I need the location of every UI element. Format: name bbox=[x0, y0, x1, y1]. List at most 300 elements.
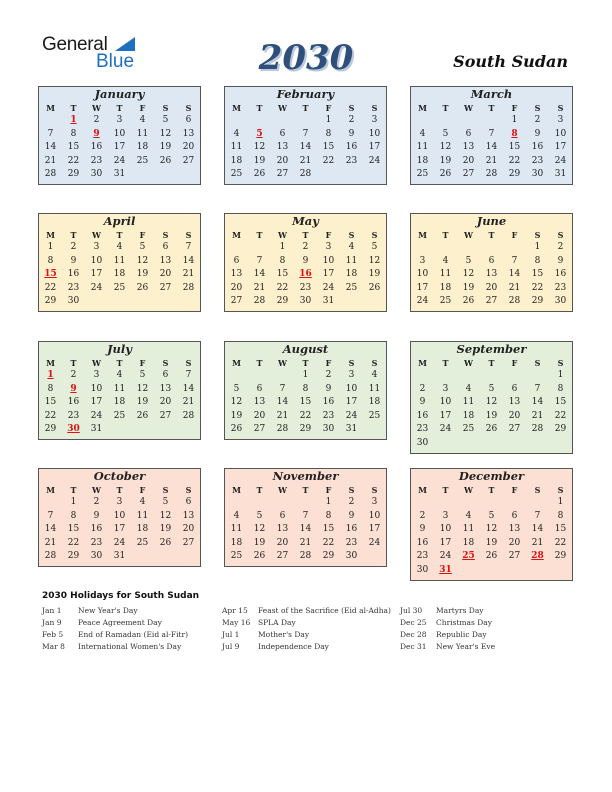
day-cell: 19 bbox=[159, 524, 172, 535]
weekday-label: S bbox=[534, 485, 541, 495]
day-cell: 15 bbox=[322, 142, 335, 153]
weekday-label: W bbox=[92, 485, 101, 495]
day-cell: 12 bbox=[485, 397, 498, 408]
holiday-date: Jan 1 bbox=[42, 606, 62, 615]
weekday-header bbox=[39, 484, 200, 496]
holiday-date: Jul 1 bbox=[222, 630, 240, 639]
day-cell: 30 bbox=[531, 169, 544, 180]
day-cell: 13 bbox=[462, 142, 475, 153]
month-name: July bbox=[107, 342, 132, 356]
weekday-label: W bbox=[278, 358, 287, 368]
day-cell: 27 bbox=[276, 551, 289, 562]
weekday-label: F bbox=[139, 230, 146, 240]
day-cell: 1 bbox=[325, 497, 332, 507]
day-cell: 4 bbox=[139, 115, 146, 125]
year-title: 2030 bbox=[258, 38, 354, 78]
day-cell: 10 bbox=[345, 383, 358, 394]
day-cell: 3 bbox=[348, 370, 355, 380]
day-cell: 11 bbox=[345, 255, 358, 266]
weekday-label: F bbox=[325, 230, 332, 240]
day-cell: 24 bbox=[90, 282, 103, 293]
day-cell: 10 bbox=[113, 510, 126, 521]
day-cell: 18 bbox=[416, 155, 429, 166]
day-cell: 19 bbox=[253, 155, 266, 166]
empty-cell bbox=[411, 369, 434, 383]
empty-cell bbox=[480, 241, 503, 255]
day-cell: 4 bbox=[419, 128, 426, 139]
day-cell: 6 bbox=[511, 510, 518, 521]
day-cell: 4 bbox=[139, 497, 146, 507]
day-cell: 25 bbox=[113, 282, 126, 293]
weekday-label: T bbox=[442, 485, 449, 495]
day-cell: 19 bbox=[368, 269, 381, 280]
day-cell: 17 bbox=[368, 524, 381, 535]
weekday-label: S bbox=[185, 358, 192, 368]
day-cell: 6 bbox=[185, 497, 192, 507]
day-cell: 25 bbox=[416, 169, 429, 180]
month-april bbox=[38, 213, 201, 312]
day-cell: 27 bbox=[485, 296, 498, 307]
day-cell: 9 bbox=[419, 397, 426, 408]
empty-cell bbox=[271, 369, 294, 383]
weekday-label: F bbox=[139, 485, 146, 495]
day-cell: 10 bbox=[113, 128, 126, 139]
day-cell: 15 bbox=[276, 269, 289, 280]
empty-cell bbox=[411, 114, 434, 128]
day-cell: 7 bbox=[534, 383, 541, 394]
day-cell: 23 bbox=[531, 155, 544, 166]
day-cell: 30 bbox=[345, 551, 358, 562]
day-cell: 4 bbox=[465, 383, 472, 394]
holiday-row bbox=[222, 641, 391, 653]
day-cell: 3 bbox=[116, 497, 123, 507]
empty-cell bbox=[411, 496, 434, 510]
day-cell: 20 bbox=[276, 537, 289, 548]
weekday-label: F bbox=[325, 358, 332, 368]
day-cell: 20 bbox=[253, 410, 266, 421]
day-cell: 4 bbox=[465, 510, 472, 521]
weekday-label: S bbox=[557, 358, 564, 368]
holiday-column bbox=[222, 605, 391, 653]
holiday-name: End of Ramadan (Eid al-Fitr) bbox=[78, 630, 189, 639]
holiday-name: Independence Day bbox=[258, 642, 329, 651]
weekday-header bbox=[39, 357, 200, 369]
day-cell: 24 bbox=[345, 410, 358, 421]
day-cell: 9 bbox=[348, 128, 355, 139]
day-cell: 27 bbox=[182, 155, 195, 166]
day-cell: 3 bbox=[116, 115, 123, 125]
holiday-date: Mar 8 bbox=[42, 642, 65, 651]
day-cell: 1 bbox=[557, 497, 564, 507]
month-september bbox=[410, 341, 573, 454]
holiday-day: 9 bbox=[70, 383, 77, 394]
day-cell: 16 bbox=[345, 142, 358, 153]
weekday-label: T bbox=[70, 358, 77, 368]
empty-cell bbox=[480, 369, 503, 383]
day-cell: 6 bbox=[488, 255, 495, 266]
day-cell: 5 bbox=[371, 242, 378, 252]
day-cell: 20 bbox=[159, 397, 172, 408]
day-cell: 2 bbox=[325, 370, 332, 380]
holiday-day: 1 bbox=[70, 115, 77, 125]
day-cell: 7 bbox=[511, 255, 518, 266]
day-cell: 18 bbox=[368, 397, 381, 408]
day-cell: 10 bbox=[554, 128, 567, 139]
day-cell: 13 bbox=[276, 142, 289, 153]
day-cell: 24 bbox=[439, 551, 452, 562]
empty-cell bbox=[480, 496, 503, 510]
day-cell: 7 bbox=[256, 255, 263, 266]
weekday-label: T bbox=[302, 358, 309, 368]
day-cell: 15 bbox=[299, 397, 312, 408]
day-cell: 30 bbox=[416, 564, 429, 575]
day-cell: 8 bbox=[557, 383, 564, 394]
day-cell: 20 bbox=[182, 142, 195, 153]
day-cell: 18 bbox=[462, 410, 475, 421]
day-cell: 14 bbox=[485, 142, 498, 153]
day-cell: 23 bbox=[554, 282, 567, 293]
day-cell: 13 bbox=[485, 269, 498, 280]
day-cell: 30 bbox=[416, 437, 429, 448]
day-cell: 6 bbox=[511, 383, 518, 394]
day-cell: 26 bbox=[368, 282, 381, 293]
day-cell: 23 bbox=[416, 551, 429, 562]
weekday-label: T bbox=[116, 358, 123, 368]
holiday-date: Jan 9 bbox=[42, 618, 62, 627]
day-cell: 14 bbox=[299, 524, 312, 535]
day-grid bbox=[411, 496, 572, 578]
day-cell: 29 bbox=[299, 424, 312, 435]
weekday-header bbox=[225, 484, 386, 496]
day-cell: 16 bbox=[531, 142, 544, 153]
month-name: June bbox=[476, 214, 507, 228]
empty-cell bbox=[434, 496, 457, 510]
day-cell: 15 bbox=[531, 269, 544, 280]
day-cell: 25 bbox=[113, 410, 126, 421]
weekday-label: T bbox=[302, 230, 309, 240]
empty-cell bbox=[294, 114, 317, 128]
weekday-label: T bbox=[442, 230, 449, 240]
day-cell: 2 bbox=[70, 242, 77, 252]
empty-cell bbox=[225, 114, 248, 128]
day-cell: 10 bbox=[322, 255, 335, 266]
day-cell: 11 bbox=[113, 383, 126, 394]
day-grid bbox=[39, 496, 200, 564]
day-cell: 14 bbox=[531, 397, 544, 408]
weekday-label: S bbox=[534, 230, 541, 240]
holiday-name: New Year's Eve bbox=[436, 642, 496, 651]
month-february bbox=[224, 86, 387, 185]
logo-word-general: General bbox=[42, 34, 108, 55]
day-cell: 8 bbox=[557, 510, 564, 521]
day-cell: 2 bbox=[348, 115, 355, 125]
day-cell: 29 bbox=[554, 424, 567, 435]
holiday-day: 25 bbox=[462, 551, 475, 562]
day-cell: 4 bbox=[442, 255, 449, 266]
holiday-name: Peace Agreement Day bbox=[78, 618, 162, 627]
day-cell: 29 bbox=[276, 296, 289, 307]
day-cell: 7 bbox=[302, 510, 309, 521]
day-cell: 2 bbox=[93, 115, 100, 125]
holiday-name: International Women's Day bbox=[78, 642, 182, 651]
day-cell: 17 bbox=[90, 269, 103, 280]
day-cell: 28 bbox=[253, 296, 266, 307]
empty-cell bbox=[434, 114, 457, 128]
holiday-day: 28 bbox=[531, 551, 544, 562]
day-cell: 29 bbox=[531, 296, 544, 307]
day-cell: 20 bbox=[485, 282, 498, 293]
day-cell: 21 bbox=[299, 155, 312, 166]
day-cell: 17 bbox=[90, 397, 103, 408]
day-cell: 10 bbox=[368, 510, 381, 521]
weekday-label: T bbox=[488, 230, 495, 240]
day-cell: 8 bbox=[47, 255, 54, 266]
day-cell: 1 bbox=[557, 370, 564, 380]
weekday-label: T bbox=[256, 485, 263, 495]
holiday-date: Dec 31 bbox=[400, 642, 427, 651]
day-cell: 6 bbox=[185, 115, 192, 125]
day-cell: 3 bbox=[371, 497, 378, 507]
day-cell: 27 bbox=[159, 282, 172, 293]
weekday-label: T bbox=[302, 485, 309, 495]
weekday-label: F bbox=[325, 485, 332, 495]
day-cell: 15 bbox=[67, 524, 80, 535]
empty-cell bbox=[457, 241, 480, 255]
day-cell: 7 bbox=[47, 510, 54, 521]
day-cell: 5 bbox=[139, 242, 146, 252]
day-cell: 18 bbox=[462, 537, 475, 548]
day-cell: 4 bbox=[116, 242, 123, 252]
day-cell: 13 bbox=[159, 383, 172, 394]
empty-cell bbox=[39, 114, 62, 128]
weekday-label: S bbox=[371, 103, 378, 113]
day-cell: 28 bbox=[276, 424, 289, 435]
month-may bbox=[224, 213, 387, 312]
day-cell: 3 bbox=[93, 370, 100, 380]
day-cell: 29 bbox=[67, 551, 80, 562]
weekday-label: S bbox=[348, 103, 355, 113]
weekday-label: S bbox=[348, 358, 355, 368]
day-cell: 22 bbox=[322, 155, 335, 166]
day-cell: 13 bbox=[230, 269, 243, 280]
weekday-label: M bbox=[46, 485, 55, 495]
day-cell: 11 bbox=[462, 397, 475, 408]
day-cell: 12 bbox=[368, 255, 381, 266]
day-cell: 6 bbox=[162, 370, 169, 380]
weekday-label: W bbox=[464, 103, 473, 113]
day-cell: 15 bbox=[554, 524, 567, 535]
day-cell: 26 bbox=[439, 169, 452, 180]
weekday-label: M bbox=[418, 485, 427, 495]
month-name: August bbox=[282, 342, 329, 356]
day-cell: 23 bbox=[322, 410, 335, 421]
day-cell: 4 bbox=[116, 370, 123, 380]
weekday-label: W bbox=[278, 485, 287, 495]
empty-cell bbox=[503, 496, 526, 510]
day-cell: 25 bbox=[439, 296, 452, 307]
weekday-label: W bbox=[92, 358, 101, 368]
empty-cell bbox=[225, 241, 248, 255]
holiday-column bbox=[400, 605, 495, 653]
weekday-label: T bbox=[256, 230, 263, 240]
day-cell: 29 bbox=[322, 551, 335, 562]
day-cell: 31 bbox=[554, 169, 567, 180]
day-cell: 16 bbox=[416, 537, 429, 548]
day-cell: 12 bbox=[159, 128, 172, 139]
weekday-label: T bbox=[302, 103, 309, 113]
day-cell: 21 bbox=[44, 155, 57, 166]
weekday-label: T bbox=[256, 358, 263, 368]
day-cell: 17 bbox=[113, 142, 126, 153]
day-cell: 10 bbox=[439, 397, 452, 408]
day-cell: 23 bbox=[345, 537, 358, 548]
day-cell: 21 bbox=[531, 537, 544, 548]
day-cell: 2 bbox=[557, 242, 564, 252]
day-cell: 17 bbox=[439, 410, 452, 421]
day-cell: 20 bbox=[276, 155, 289, 166]
day-cell: 2 bbox=[419, 510, 426, 521]
weekday-label: M bbox=[46, 103, 55, 113]
day-cell: 5 bbox=[442, 128, 449, 139]
day-cell: 9 bbox=[70, 255, 77, 266]
day-cell: 12 bbox=[439, 142, 452, 153]
day-cell: 24 bbox=[90, 410, 103, 421]
day-cell: 30 bbox=[67, 296, 80, 307]
day-cell: 6 bbox=[256, 383, 263, 394]
day-cell: 4 bbox=[371, 370, 378, 380]
weekday-label: F bbox=[511, 485, 518, 495]
empty-cell bbox=[480, 114, 503, 128]
holiday-row bbox=[42, 641, 188, 653]
day-cell: 4 bbox=[348, 242, 355, 252]
holiday-name: Christmas Day bbox=[436, 618, 492, 627]
day-cell: 13 bbox=[253, 397, 266, 408]
weekday-label: M bbox=[418, 358, 427, 368]
day-grid bbox=[411, 114, 572, 182]
weekday-header bbox=[411, 357, 572, 369]
day-cell: 26 bbox=[136, 410, 149, 421]
day-cell: 24 bbox=[113, 537, 126, 548]
day-cell: 30 bbox=[554, 296, 567, 307]
empty-cell bbox=[526, 496, 549, 510]
empty-cell bbox=[225, 369, 248, 383]
month-name: January bbox=[94, 87, 145, 101]
day-cell: 9 bbox=[325, 383, 332, 394]
day-cell: 13 bbox=[159, 255, 172, 266]
weekday-label: S bbox=[185, 485, 192, 495]
day-cell: 6 bbox=[279, 128, 286, 139]
day-cell: 11 bbox=[230, 524, 243, 535]
day-cell: 22 bbox=[276, 282, 289, 293]
day-cell: 7 bbox=[185, 370, 192, 380]
empty-cell bbox=[248, 114, 271, 128]
day-cell: 1 bbox=[534, 242, 541, 252]
weekday-label: S bbox=[185, 230, 192, 240]
day-cell: 29 bbox=[44, 296, 57, 307]
day-cell: 22 bbox=[322, 537, 335, 548]
day-cell: 4 bbox=[233, 510, 240, 521]
day-cell: 2 bbox=[348, 497, 355, 507]
weekday-label: W bbox=[92, 103, 101, 113]
day-cell: 18 bbox=[113, 397, 126, 408]
day-cell: 27 bbox=[253, 424, 266, 435]
weekday-label: F bbox=[511, 230, 518, 240]
empty-cell bbox=[271, 496, 294, 510]
day-cell: 2 bbox=[70, 370, 77, 380]
day-cell: 31 bbox=[113, 169, 126, 180]
holiday-day: 1 bbox=[47, 370, 54, 380]
day-cell: 14 bbox=[253, 269, 266, 280]
day-cell: 21 bbox=[508, 282, 521, 293]
empty-cell bbox=[248, 241, 271, 255]
weekday-label: S bbox=[557, 103, 564, 113]
day-cell: 21 bbox=[299, 537, 312, 548]
day-cell: 18 bbox=[136, 142, 149, 153]
day-cell: 26 bbox=[136, 282, 149, 293]
month-october bbox=[38, 468, 201, 567]
month-name: December bbox=[458, 469, 525, 483]
day-cell: 28 bbox=[508, 296, 521, 307]
day-cell: 26 bbox=[485, 551, 498, 562]
day-cell: 16 bbox=[90, 142, 103, 153]
day-cell: 8 bbox=[70, 128, 77, 139]
weekday-label: T bbox=[70, 485, 77, 495]
day-cell: 6 bbox=[162, 242, 169, 252]
day-cell: 8 bbox=[302, 383, 309, 394]
month-june bbox=[410, 213, 573, 312]
weekday-label: S bbox=[534, 103, 541, 113]
day-cell: 27 bbox=[276, 169, 289, 180]
day-cell: 15 bbox=[44, 397, 57, 408]
day-cell: 23 bbox=[67, 282, 80, 293]
empty-cell bbox=[294, 496, 317, 510]
day-cell: 11 bbox=[416, 142, 429, 153]
day-cell: 31 bbox=[90, 424, 103, 435]
holiday-row bbox=[222, 617, 391, 629]
day-cell: 24 bbox=[322, 282, 335, 293]
day-cell: 16 bbox=[416, 410, 429, 421]
holiday-date: Jul 30 bbox=[400, 606, 423, 615]
day-cell: 14 bbox=[44, 524, 57, 535]
day-cell: 16 bbox=[67, 397, 80, 408]
empty-cell bbox=[434, 369, 457, 383]
weekday-label: M bbox=[232, 485, 241, 495]
day-cell: 17 bbox=[439, 537, 452, 548]
day-cell: 31 bbox=[345, 424, 358, 435]
weekday-label: S bbox=[371, 485, 378, 495]
holiday-row bbox=[400, 605, 495, 617]
day-cell: 20 bbox=[462, 155, 475, 166]
day-cell: 22 bbox=[299, 410, 312, 421]
day-cell: 14 bbox=[182, 255, 195, 266]
holiday-column bbox=[42, 605, 188, 653]
day-cell: 21 bbox=[485, 155, 498, 166]
day-cell: 27 bbox=[230, 296, 243, 307]
weekday-label: W bbox=[278, 230, 287, 240]
holiday-day: 31 bbox=[439, 564, 452, 575]
weekday-header bbox=[411, 484, 572, 496]
day-grid bbox=[411, 241, 572, 309]
day-cell: 13 bbox=[508, 397, 521, 408]
day-cell: 28 bbox=[182, 282, 195, 293]
holiday-row bbox=[222, 605, 391, 617]
day-cell: 12 bbox=[485, 524, 498, 535]
weekday-label: T bbox=[488, 358, 495, 368]
day-cell: 30 bbox=[90, 551, 103, 562]
day-cell: 23 bbox=[90, 537, 103, 548]
day-cell: 15 bbox=[67, 142, 80, 153]
holiday-row bbox=[42, 605, 188, 617]
